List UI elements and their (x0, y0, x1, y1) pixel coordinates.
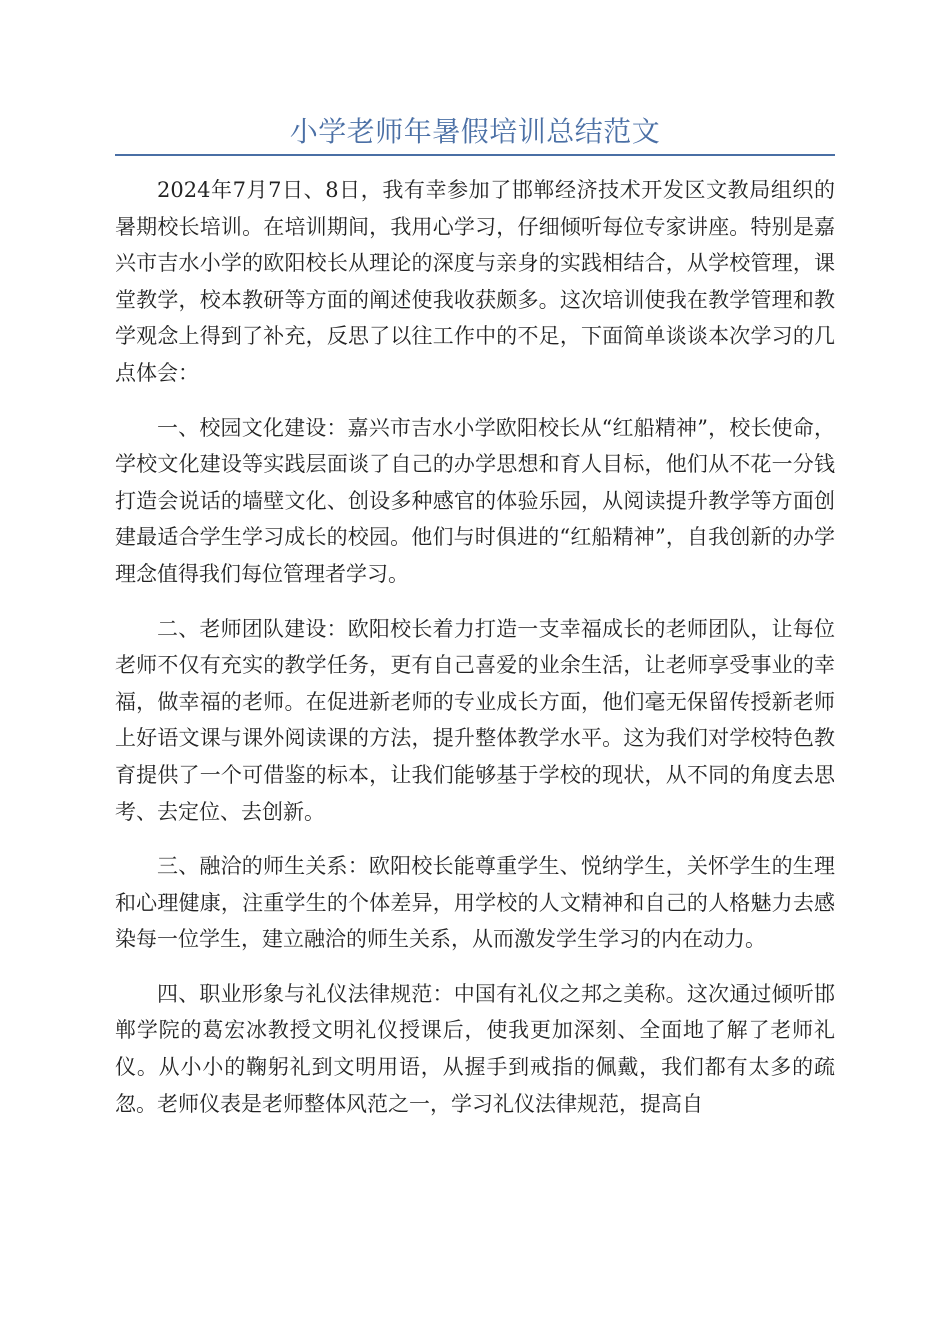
paragraph-campus-culture: 一、校园文化建设：嘉兴市吉水小学欧阳校长从“红船精神”，校长使命，学校文化建设等实践层面谈了自己的办学思想和育人目标，他们从不花一分钱打造会说话的墙壁文化、创设多种感官的体验乐园，从阅读提升教学等方面创建最适合学生学习成长的校园。他们与时俱进的“红船精神”，自我创新的办学理念值得我们每位管理者学习。 (115, 415, 835, 586)
paragraph-etiquette: 四、职业形象与礼仪法律规范：中国有礼仪之邦之美称。这次通过倾听邯郸学院的葛宏冰教授文明礼仪授课后，使我更加深刻、全面地了解了老师礼仪。从小小的鞠躬礼到文明用语，从握手到戒指的佩戴，我们都有太多的疏忽。老师仪表是老师整体风范之一，学习礼仪法律规范，提高自 (115, 981, 835, 1116)
paragraph-teacher-student-relations: 三、融洽的师生关系：欧阳校长能尊重学生、悦纳学生，关怀学生的生理和心理健康，注重学生的个体差异，用学校的人文精神和自己的人格魅力去感染每一位学生，建立融洽的师生关系，从而激发学生学习的内在动力。 (115, 854, 835, 952)
paragraph-teacher-team: 二、老师团队建设：欧阳校长着力打造一支幸福成长的老师团队，让每位老师不仅有充实的教学任务，更有自己喜爱的业余生活，让老师享受事业的幸福，做幸福的老师。在促进新老师的专业成长方面，他们毫无保留传授新老师上好语文课与课外阅读课的方法，提升整体教学水平。这为我们对学校特色教育提供了一个可借鉴的标本，让我们能够基于学校的现状，从不同的角度去思考、去定位、去创新。 (115, 616, 835, 824)
document-body (115, 172, 835, 1140)
document-title: 小学老师年暑假培训总结范文 (289, 115, 661, 148)
title-underline (115, 154, 835, 156)
paragraph-intro: 2024年7月7日、8日，我有幸参加了邯郸经济技术开发区文教局组织的暑期校长培训。在培训期间，我用心学习，仔细倾听每位专家讲座。特别是嘉兴市吉水小学的欧阳校长从理论的深度与亲身的实践相结合，从学校管理，课堂教学，校本教研等方面的阐述使我收获颇多。这次培训使我在教学管理和教学观念上得到了补充，反思了以往工作中的不足，下面简单谈谈本次学习的几点体会： (115, 178, 835, 385)
